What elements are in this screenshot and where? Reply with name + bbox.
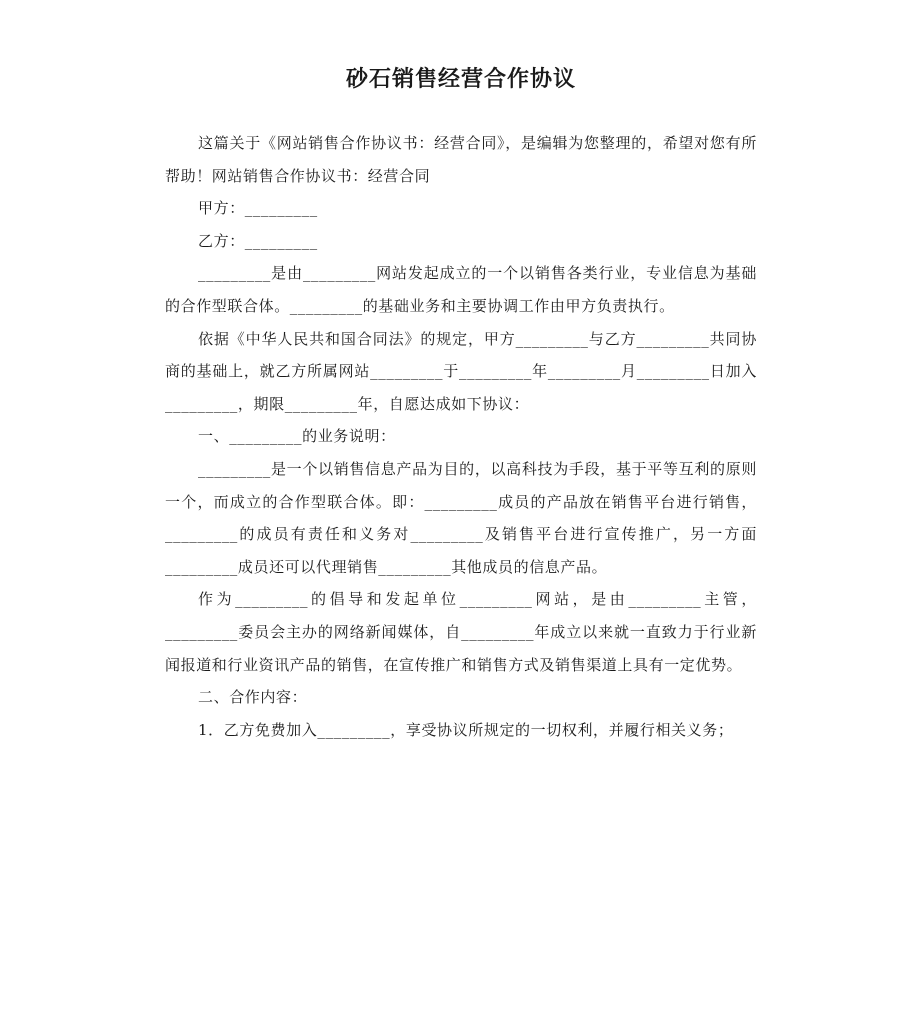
document-title: 砂石销售经营合作协议 [345,67,576,92]
legal-basis-paragraph: 依据《中华人民共和国合同法》的规定，甲方_________与乙方_________共同协商的基础上，就乙方所属网站_________于_________年_________月_________日加入_________，期限_________年，自愿达成如下协议： [165,329,757,413]
party-a-line: 甲方：_________ [198,199,318,218]
party-b-line: 乙方：_________ [198,231,318,250]
alliance-description-paragraph: _________是由_________网站发起成立的一个以销售各类行业，专业信息为基础的合作型联合体。_________的基础业务和主要协调工作由甲方负责执行。 [165,264,757,315]
clause-one-paragraph: 1．乙方免费加入_________，享受协议所规定的一切权利，并履行相关义务； [198,720,734,739]
document-body [165,127,757,746]
section-one-heading: 一、_________的业务说明： [198,427,396,446]
intro-paragraph: 这篇关于《网站销售合作协议书：经营合同》，是编辑为您整理的，希望对您有所帮助！网站销售合作协议书：经营合同 [165,134,757,185]
section-two-heading: 二、合作内容： [198,688,308,707]
initiator-paragraph: 作为_________的倡导和发起单位_________网站，是由_________主管，_________委员会主办的网络新闻媒体，自_________年成立以来就一直致力于行业新闻报道和行业资讯产品的销售，在宣传推广和销售方式及销售渠道上具有一定优势。 [165,590,757,674]
business-description-paragraph: _________是一个以销售信息产品为目的，以高科技为手段，基于平等互利的原则一个，而成立的合作型联合体。即：_________成员的产品放在销售平台进行销售，_________的成员有责任和义务对_________及销售平台进行宣传推广，另一方面_________成员还可以代理销售_________其他成员的信息产品。 [165,459,757,576]
